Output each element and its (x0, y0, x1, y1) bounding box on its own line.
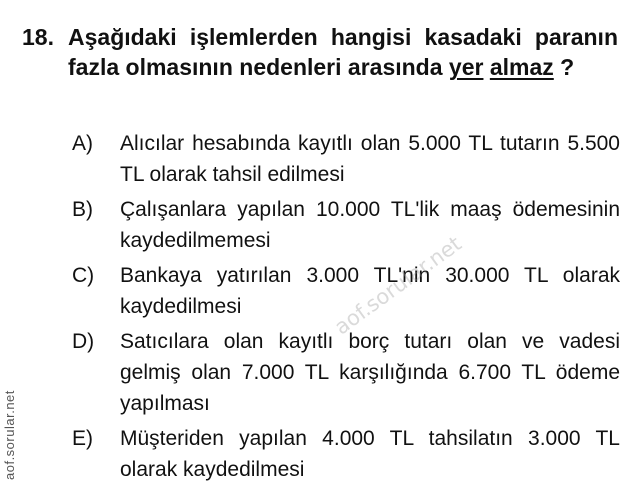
side-watermark: aof.sorular.net (2, 390, 17, 480)
question-mark: ? (553, 54, 575, 80)
option-c-label: C) (72, 264, 95, 287)
question-underline-almaz: almaz (489, 54, 554, 80)
option-a-label: A) (72, 132, 93, 155)
option-a[interactable] (72, 128, 622, 190)
option-e-text: Müşteriden yapılan 4.000 TL tahsilatın 3.000 TL olarak kaydedilmesi (120, 427, 620, 481)
option-d-text: Satıcılara olan kayıtlı borç tutarı olan ve vadesi gelmiş olan 7.000 TL karşılığında 6.700 TL ödeme yapılması (120, 330, 620, 415)
question-number: 18. (22, 24, 54, 50)
question-underline-yer: yer (448, 54, 484, 80)
option-c-text: Bankaya yatırılan 3.000 TL'nin 30.000 TL olarak kaydedilmesi (120, 264, 620, 318)
option-b[interactable] (72, 194, 622, 256)
option-d-label: D) (72, 330, 95, 353)
option-a-text: Alıcılar hesabında kayıtlı olan 5.000 TL tutarın 5.500 TL olarak tahsil edilmesi (120, 132, 620, 186)
question-text (68, 22, 618, 82)
option-b-label: B) (72, 198, 93, 221)
question-text-body: Aşağıdaki işlemlerden hangisi kasadaki paranın fazla olmasının nedenleri arasında (68, 24, 618, 80)
option-e-label: E) (72, 427, 93, 450)
option-d[interactable] (72, 326, 622, 419)
option-b-text: Çalışanlara yapılan 10.000 TL'lik maaş ödemesinin kaydedilmemesi (120, 198, 620, 252)
center-watermark: aof.sorular.net (330, 231, 466, 340)
option-e[interactable] (72, 423, 622, 485)
